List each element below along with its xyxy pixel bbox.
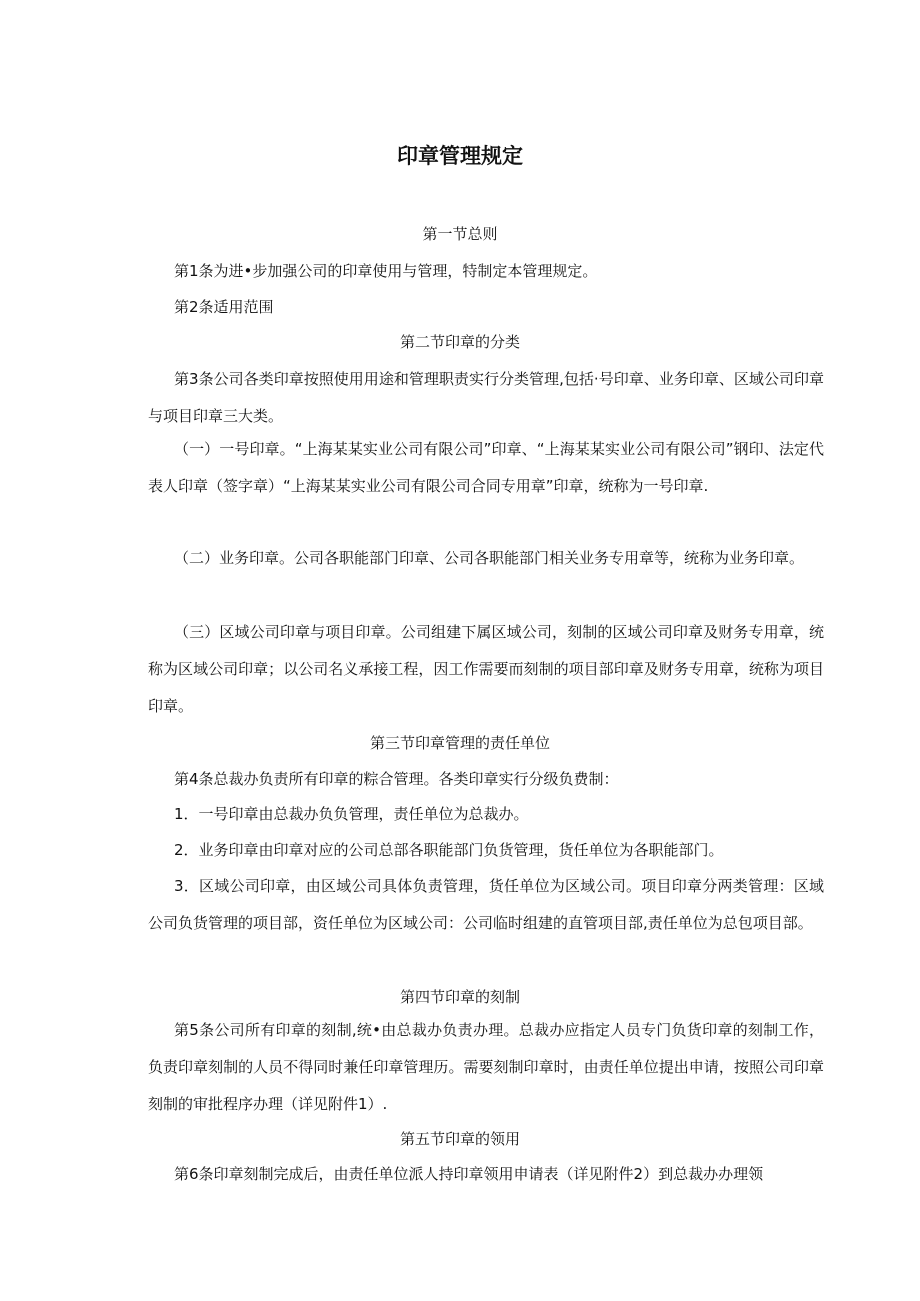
section-heading-1: 第一节总则 xyxy=(422,225,498,243)
paragraph-category-2: （二）业务印章。公司各职能部门印章、公司各职能部门相关业务专用章等，统称为业务印章。 xyxy=(174,549,805,567)
paragraph-article-5: 第5条公司所有印章的刻制,统•由总裁办负责办理。总裁办应指定人员专门负货印章的刻制工作，负责印章刻制的人员不得同时兼任印章管理历。需要刻制印章时，由责任单位提出申请，按照公司印章刻制的审批程序办理（详见附件1）. xyxy=(148,1021,824,1113)
paragraph-item-1: 1．一号印章由总裁办负负管理，责任单位为总裁办。 xyxy=(174,805,529,823)
section-heading-4: 第四节印章的刻制 xyxy=(399,988,520,1006)
paragraph-article-2: 第2条适用范围 xyxy=(174,298,274,316)
section-heading-3: 第三节印章管理的责任单位 xyxy=(369,734,550,752)
paragraph-category-3: （三）区域公司印章与项目印章。公司组建下属区域公司，刻制的区域公司印章及财务专用章，统称为区域公司印章；以公司名义承接工程，因工作需要而刻制的项目部印章及财务专用章，统称为项目印章。 xyxy=(148,623,824,715)
paragraph-article-4: 第4条总裁办负责所有印章的粽合管理。各类印章实行分级负费制： xyxy=(174,770,619,788)
paragraph-item-2: 2．业务印章由印章对应的公司总部各职能部门负货管理，货任单位为各职能部门。 xyxy=(174,841,724,859)
paragraph-article-6: 第6条印章刻制完成后，由责任单位派人持印章领用申请表（详见附件2）到总裁办办理领 xyxy=(174,1165,764,1183)
paragraph-article-1: 第1条为进•步加强公司的印章使用与管理，特制定本管理规定。 xyxy=(174,262,598,280)
paragraph-article-3: 第3条公司各类印章按照使用用途和管理职责实行分类管理,包括·号印章、业务印章、区域公司印章与项目印章三大类。 xyxy=(148,370,824,425)
section-heading-2: 第二节印章的分类 xyxy=(399,333,520,351)
section-heading-5: 第五节印章的领用 xyxy=(399,1130,520,1148)
paragraph-item-3: 3．区域公司印章，由区域公司具体负责管理，货任单位为区域公司。项目印章分两类管理：区域公司负货管理的项目部，资任单位为区域公司：公司临时组建的直管项目部,责任单位为总包项目部。 xyxy=(148,877,824,932)
paragraph-category-1: （一）一号印章。“上海某某实业公司有限公司”印章、“上海某某实业公司有限公司”钢印、法定代表人印章（签字章）“上海某某实业公司有限公司合同专用章”印章，统称为一号印章. xyxy=(148,440,824,495)
document-title: 印章管理规定 xyxy=(397,144,523,168)
